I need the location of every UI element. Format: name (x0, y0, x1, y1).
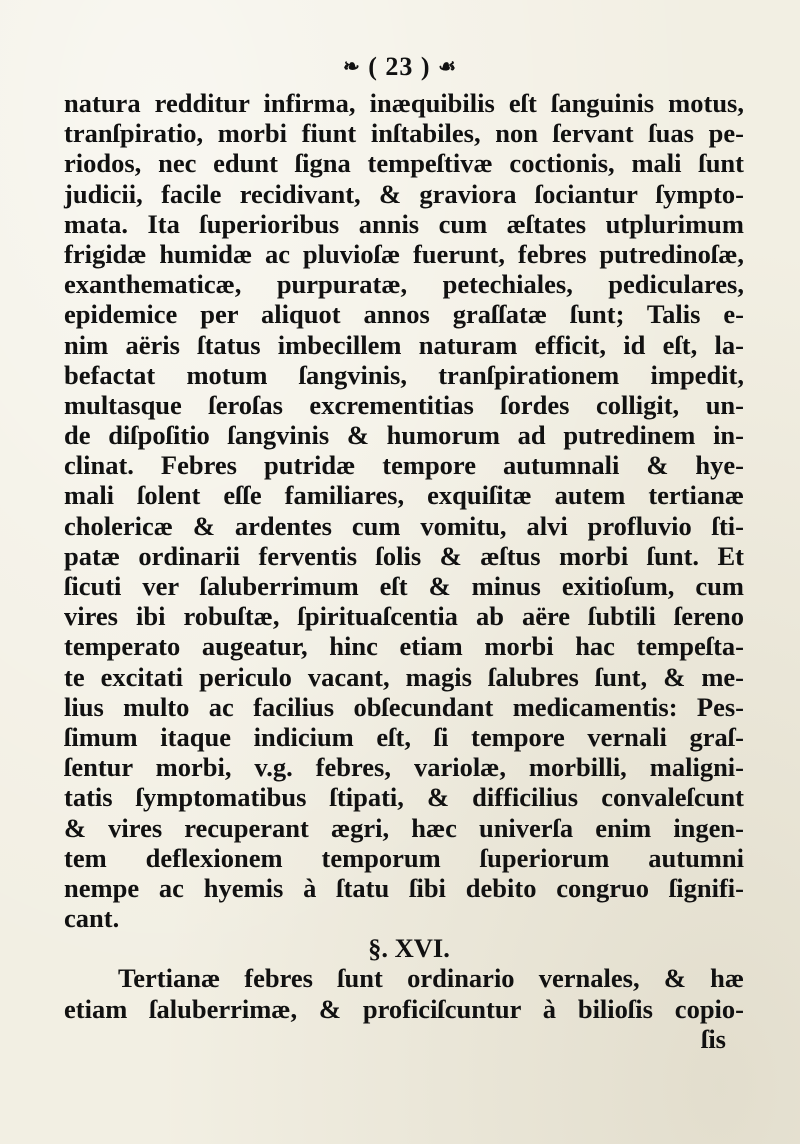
text-line: tatis ſymptomatibus ſtipati, & difficilius convaleſcunt (64, 782, 744, 813)
text-line: nim aëris ſtatus imbecillem naturam efficit, id eſt, la- (64, 329, 744, 360)
text-line: befactat motum ſangvinis, tranſpirationem impedit, (64, 359, 744, 390)
text-line: riodos, nec edunt ſigna tempeſtivæ coctionis, mali ſunt (64, 148, 744, 179)
page-number: ( 23 ) (368, 52, 431, 81)
text-line: clinat. Febres putridæ tempore autumnali & hye- (64, 450, 744, 481)
body-text (64, 88, 744, 1054)
text-line: exanthematicæ, purpuratæ, petechiales, pediculares, (64, 269, 744, 300)
text-line: patæ ordinarii ferventis ſolis & æſtus morbi ſunt. Et (64, 540, 744, 571)
text-line: ſicuti ver ſaluberrimum eſt & minus exitioſum, cum (64, 571, 744, 601)
text-line: mali ſolent eſſe familiares, exquiſitæ autem tertianæ (64, 480, 744, 511)
text-line: ſentur morbi, v.g. febres, variolæ, morbilli, maligni- (64, 752, 744, 783)
ornament-left: ❧ (342, 56, 361, 78)
ornament-right: ☙ (438, 56, 458, 78)
text-line: multasque ſeroſas excrementitias ſordes colligit, un- (64, 389, 744, 420)
text-line: mata. Ita ſuperioribus annis cum æſtates utplurimum (64, 208, 744, 239)
text-line: etiam ſaluberrimæ, & proficiſcuntur à bilioſis copio- (64, 993, 744, 1024)
text-line: cant. (64, 903, 120, 934)
text-line: Tertianæ febres ſunt ordinario vernales, & hæ (118, 963, 744, 994)
catchword: ſis (700, 1023, 726, 1054)
text-line: cholericæ & ardentes cum vomitu, alvi profluvio ſti- (64, 510, 744, 541)
text-line: lius multo ac facilius obſecundant medicamentis: Pes- (64, 691, 744, 722)
text-line: tem deflexionem temporum ſuperiorum autumni (64, 842, 744, 873)
text-line: vires ibi robuſtæ, ſpirituaſcentia ab aëre ſubtili ſereno (64, 601, 744, 632)
text-line: natura redditur infirma, inæquibilis eſt ſanguinis motus, (64, 88, 744, 118)
text-line: frigidæ humidæ ac pluvioſæ fuerunt, febres putredinoſæ, (64, 238, 744, 269)
text-line: temperato augeatur, hinc etiam morbi hac tempeſta- (64, 631, 744, 662)
text-line: de diſpoſitio ſangvinis & humorum ad putredinem in- (64, 420, 744, 451)
section-heading: §. XVI. (368, 933, 450, 964)
text-line: judicii, facile recidivant, & graviora ſociantur ſympto- (64, 178, 744, 209)
text-line: epidemice per aliquot annos graſſatæ ſunt; Talis e- (64, 299, 744, 330)
text-line: ſimum itaque indicium eſt, ſi tempore vernali graſ- (64, 721, 744, 752)
page-header (0, 52, 800, 82)
text-line: tranſpiratio, morbi fiunt inſtabiles, non ſervant ſuas pe- (64, 118, 744, 149)
text-line: nempe ac hyemis à ſtatu ſibi debito congruo ſignifi- (64, 872, 744, 903)
text-line: & vires recuperant ægri, hæc univerſa enim ingen- (64, 812, 744, 843)
text-line: te excitati periculo vacant, magis ſalubres ſunt, & me- (64, 661, 744, 692)
